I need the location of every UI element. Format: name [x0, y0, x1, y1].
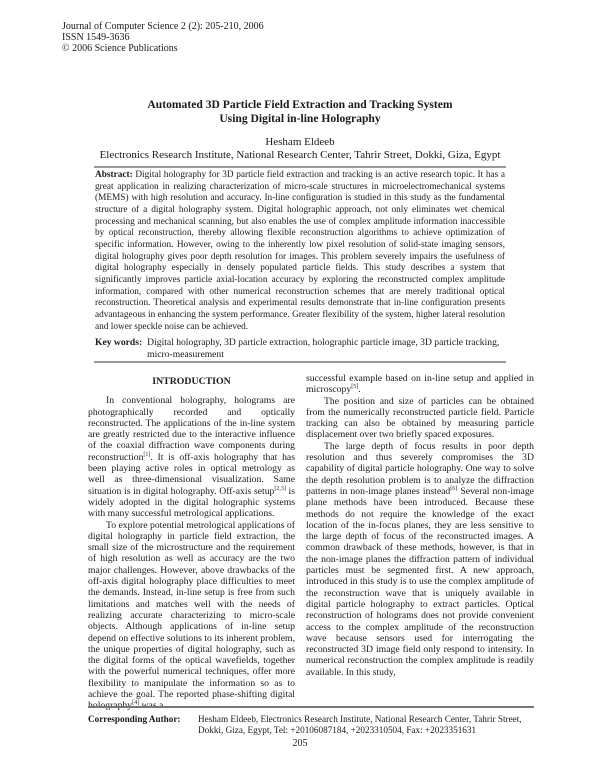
journal-citation: Journal of Computer Science 2 (2): 205-210, 2006: [62, 21, 264, 32]
corresponding-author: [88, 714, 538, 737]
keywords-text: Digital holography, 3D particle extraction, holographic particle image, 3D particle tracking, micro-measurement: [147, 337, 500, 360]
paragraph: [88, 395, 295, 519]
paper-title: [0, 98, 600, 125]
paragraph: [88, 520, 295, 712]
citation: [1]: [143, 451, 151, 458]
page-number: 205: [292, 738, 308, 749]
citation: [2,3]: [274, 485, 286, 492]
issn: ISSN 1549-3636: [62, 32, 130, 44]
paragraph-text: . It is off-axis holography that has been playing active roles in optical metrology as well as three-dimensional visualization. Same situation is in digital holography. Off-axis setup: [88, 451, 295, 497]
abstract-label: Abstract:: [95, 170, 133, 180]
abstract-top-rule: [94, 166, 506, 168]
citation: [6]: [450, 485, 458, 492]
right-column: [306, 373, 534, 678]
paragraph-text: Several non-image plane methods have been introduced. Because these methods do not require the knowledge of the exact location of the in-focus planes, they are less sensitive to the large depth of focus of the reconstructed images. A common drawback of these methods, however, is that in the non-image planes the diffraction pattern of individual particles must be segmented first. A new approach, introduced in this study is to use the complex amplitude of the reconstruction wave that is uniquely available in digital particle holography to extract particles. Optical reconstruction of holograms does not provide convenient access to the complex amplitude of the reconstruction wave because sensors used for interrogating the reconstructed 3D image field only respond to intensity. In numerical reconstruction the complex amplitude is readily available. In this study,: [306, 485, 534, 678]
footer-rule: [88, 706, 534, 708]
left-column: [88, 376, 295, 712]
section-heading-introduction: INTRODUCTION: [152, 376, 231, 387]
paragraph-text: In conventional holography, holograms are photographically recorded and optically reconstructed. The applications of the in-line system are greatly restricted due to the interactive influence of the coaxial diffraction wave components during reconstruction: [88, 395, 295, 463]
right-paragraphs: [306, 373, 534, 678]
corresponding-label: Corresponding Author:: [88, 714, 181, 724]
copyright: © 2006 Science Publications: [62, 43, 178, 55]
keywords: [95, 337, 507, 361]
journal-info: [62, 21, 264, 55]
abstract-text: Digital holography for 3D particle field extraction and tracking is an active research topic. It has a great application in realizing characterization of micro-scale structures in microelectromechanical systems (MEMS) with high resolution and accuracy. In-line configuration is studied in this study as the fundamental structure of a digital holography system. Digital holographic approach, not only eliminates wet chemical processing and mechanical scanning, but also enables the use of complex amplitude information inaccessible by optical reconstruction, thereby allowing flexible reconstruction algorithms to achieve optimization of specific information. However, owing to the inherently low pixel resolution of solid-state imaging sensors, digital holography gives poor depth resolution for images. This problem severely impairs the usefulness of digital holography especially in densely populated particle fields. This study describes a system that significantly improves particle axial-location accuracy by exploring the reconstructed complex amplitude information, compared with other numerical reconstruction schemes that are merely traditional optical reconstruction. Theoretical analysis and experimental results demonstrate that in-line configuration presents advantageous in enhancing the system performance. Greater flexibility of the system, higher lateral resolution and lower speckle noise can be achieved.: [95, 170, 506, 332]
corresponding-text: Hesham Eldeeb, Electronics Research Institute, National Research Center, Tahrir Street, Dokki, Giza, Egypt, Tel: +20106087184, +2023310504, Fax: +2023351631: [198, 714, 522, 736]
paragraph-text: successful example based on in-line setup and applied in microscopy: [306, 373, 534, 396]
paragraph-text: To explore potential metrological applications of digital holography in particle field extraction, the small size of the microstructure and the requirement of high resolution as well as accuracy are the two major challenges. However, above drawbacks of the off-axis digital holography place difficulties to meet the demands. Instead, in-line setup is free from such limitations and matches well with the needs of realizing accurate characterizing to micro-scale objects. Although applications of in-line setup depend on effective solutions to its inherent problem, the unique properties of digital holography, such as the digital forms of the optical wavefields, together with the powerful numerical techniques, offer more flexibility to manipulate the information so as to achieve the goal. The reported phase-shifting digital: [88, 519, 295, 701]
paragraph-text: .: [358, 384, 361, 396]
paragraph-text: The position and size of particles can be obtained from the numerically reconstructed particle field. Particle tracking can also be obtained by measuring particle displacement over two briefly spaced exposures.: [306, 395, 534, 441]
abstract: [95, 170, 505, 333]
citation: [4]: [132, 700, 140, 707]
paragraph-text: The large depth of focus results in poor depth resolution and thus severely compromises the 3D capability of digital particle holography. One way to solve the depth resolution problem is to analyze the diffraction patterns in non-image planes instead: [306, 440, 534, 497]
author-name: Hesham Eldeeb: [265, 136, 335, 148]
title-line-2: Using Digital in-line Holography: [219, 111, 381, 125]
author-block: [0, 136, 600, 162]
paragraph: [306, 441, 534, 678]
title-line-1: Automated 3D Particle Field Extraction and Tracking System: [147, 98, 453, 111]
paragraph-text: is widely adopted in the digital holographic systems with many successful metrological applications.: [88, 485, 295, 520]
paragraph: [306, 373, 534, 396]
left-paragraphs: [88, 395, 295, 711]
author-affiliation: Electronics Research Institute, National Research Center, Tahrir Street, Dokki, Giza, Egypt: [99, 149, 501, 161]
keywords-label: Key words:: [95, 337, 143, 348]
keywords-bottom-rule: [94, 361, 506, 363]
paragraph: [306, 396, 534, 441]
citation: [5]: [351, 384, 359, 391]
